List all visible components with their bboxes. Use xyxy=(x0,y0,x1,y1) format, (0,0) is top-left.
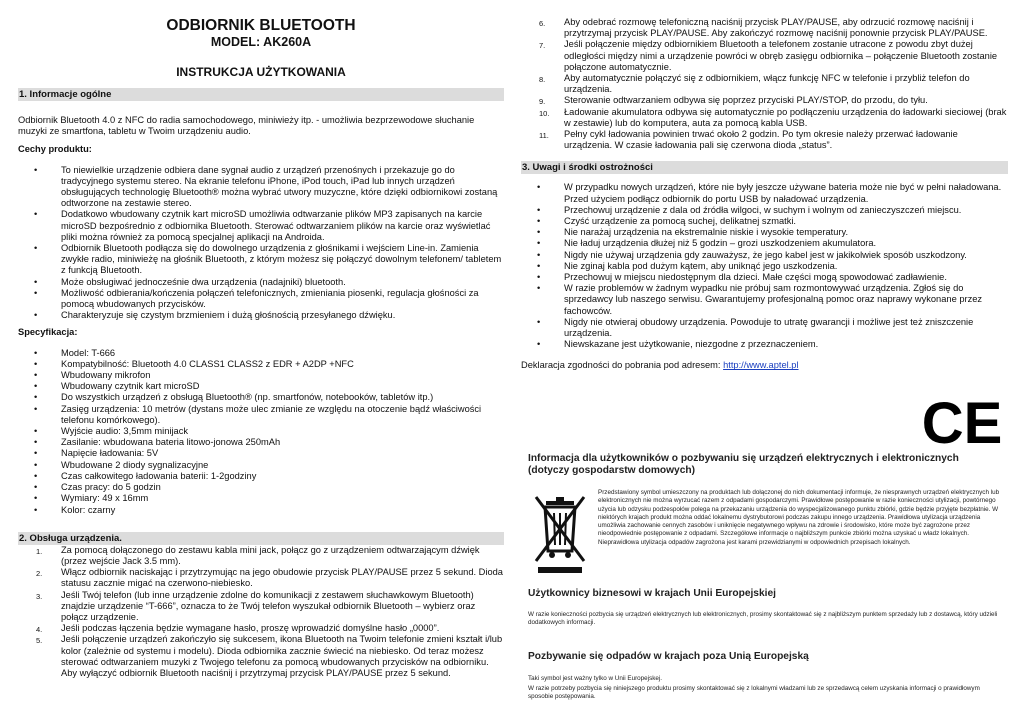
precaution-item: • Nie ładuj urządzenia dłużej niż 5 godzin – grozi uszkodzeniem akumulatora. xyxy=(521,238,1008,249)
spec-item: • Model: T-666 xyxy=(18,348,504,359)
feature-item: • Możliwość odbierania/kończenia połączeń telefonicznych, zmieniania piosenki, regulacja głośności za pomocą wbudowanych przycisków. xyxy=(18,288,504,310)
feature-item: • Dodatkowo wbudowany czytnik kart microSD umożliwia odtwarzanie plików MP3 zapisanych na karcie microSD bezpośrednio z odbiornika Bluetooth. Sterować odtwarzaniem plików na karcie oraz wyświetlać pliki można również za pomocą specjalnej aplikacji na Androida. xyxy=(18,209,504,243)
precaution-item: • Niewskazane jest użytkowanie, niezgodne z przeznaczeniem. xyxy=(521,339,1008,350)
precaution-item: • Przechowuj w miejscu niedostępnym dla dzieci. Małe części mogą spowodować zadławienie. xyxy=(521,272,1008,283)
spec-item: • Zasilanie: wbudowana bateria litowo-jonowa 250mAh xyxy=(18,437,504,448)
step-item: 6. Aby odebrać rozmowę telefoniczną naciśnij przycisk PLAY/PAUSE, aby odrzucić rozmowę naciśnij i przytrzymaj przycisk PLAY/PAUSE. Aby zakończyć rozmowę naciśnij ponownie przycisk PLAY/PAUSE. xyxy=(539,17,988,39)
step-item: 4. Jeśli podczas łączenia będzie wymagane hasło, proszę wprowadzić domyślne hasło „0000”. xyxy=(36,623,440,635)
spec-item: • Czas pracy: do 5 godzin xyxy=(18,482,504,493)
precaution-item: • Nigdy nie otwieraj obudowy urządzenia. Powoduje to utratę gwarancji i możliwe jest też zniszczenie urządzenia. xyxy=(521,317,1008,339)
precaution-item: • W przypadku nowych urządzeń, które nie były jeszcze używane bateria może nie być w pełni naładowana. Przed użyciem podłącz odbiornik do portu USB by naładować urządzenia. xyxy=(521,182,1008,204)
steps-list-part2 xyxy=(521,17,1008,151)
steps-list-part1 xyxy=(18,545,504,679)
spec-item: • Wbudowany czytnik kart microSD xyxy=(18,381,504,392)
left-column xyxy=(18,0,504,679)
features-title: Cechy produktu: xyxy=(18,144,92,155)
precaution-item: • Przechowuj urządzenie z dala od źródła wilgoci, w suchym i wolnym od zanieczyszczeń miejscu. xyxy=(521,205,1008,216)
section-2-header: 2. Obsługa urządzenia. xyxy=(18,532,504,545)
spec-item: • Napięcie ładowania: 5V xyxy=(18,448,504,459)
outside-eu-body-2: W razie potrzeby pozbycia się niniejszego produktu prosimy skontaktować się z lokalnymi władzami lub ze sprzedawcą celem uzyskania informacji o prawidłowym sposobie postępowania. xyxy=(528,685,980,701)
spec-title: Specyfikacja: xyxy=(18,327,78,338)
intro-paragraph: Odbiornik Bluetooth 4.0 z NFC do radia samochodowego, miniwieży itp. - umożliwia bezprzewodowe słuchanie muzyki ze smartfona, tabletu w Twoim urządzeniu audio. xyxy=(18,115,475,137)
step-item: 5. Jeśli połączenie urządzeń zakończyło się sukcesem, ikona Bluetooth na Twoim telefonie zmieni kształt i/lub kolor (zależnie od systemu i modelu). Dioda odbiornika zacznie świecić na niebiesko. Od teraz możesz sterować odtwarzaniem muzyki z Twojego telefonu za pomocą wbudowanych przycisków na odbiorniku. Aby wyłączyć odbiornik Bluetooth naciśnij i przytrzymaj przycisk PLAY/PAUSE przez 5 sekund. xyxy=(36,634,503,678)
declaration-line: Deklaracja zgodności do pobrania pod adresem: http://www.aptel.pl xyxy=(521,360,799,371)
step-item: 1. Za pomocą dołączonego do zestawu kabla mini jack, połącz go z urządzeniem odtwarzającym dźwięk (przez wejście Jack 3.5 mm). xyxy=(36,544,480,566)
section-3-header: 3. Uwagi i środki ostrożności xyxy=(521,161,1008,174)
spec-item: • Zasięg urządzenia: 10 metrów (dystans może ulec zmianie ze względu na otoczenie bądź właściwości telefonu komórkowego). xyxy=(18,404,504,426)
waste-disposal-info xyxy=(526,453,1009,724)
step-item: 2. Włącz odbiornik naciskając i przytrzymując na jego obudowie przycisk PLAY/PAUSE przez 5 sekund. Dioda statusu zacznie migać na czerwono-niebiesko. xyxy=(36,567,503,589)
precaution-item: • Nie zginaj kabla pod dużym kątem, aby uniknąć jego uszkodzenia. xyxy=(521,261,1008,272)
manual-subtitle: INSTRUKCJA UŻYTKOWANIA xyxy=(176,65,346,79)
precaution-item: • W razie problemów w żadnym wypadku nie próbuj sam rozmontowywać urządzenia. Zgłoś się do sprzedawcy lub naszego serwisu. Gwarantujemy profesjonalną pomoc oraz naprawy wykonane przez fachowców. xyxy=(521,283,1008,317)
step-item: 9. Sterowanie odtwarzaniem odbywa się poprzez przyciski PLAY/STOP, do przodu, do tyłu. xyxy=(539,95,928,107)
step-item: 11. Pełny cykl ładowania powinien trwać około 2 godzin. Po tym okresie należy przerwać ładowanie urządzenia. W czasie ładowania pali się czerwona dioda „status”. xyxy=(539,129,958,151)
ce-mark-icon xyxy=(919,395,1005,447)
spec-item: • Kolor: czarny xyxy=(18,505,504,516)
spec-item: • Wbudowane 2 diody sygnalizacyjne xyxy=(18,460,504,471)
waste-body: Przedstawiony symbol umieszczony na produktach lub dołączonej do nich dokumentacji informuje, że niesprawnych urządzeń elektrycznych lub elektronicznych nie można wyrzucać razem z odpadami gospodarczymi. Prawidłowe postępowanie w razie konieczności utylizacji, powtórnego użycia lub odzysku podzespołów polega na przekazaniu urządzenia do wyspecjalizowanego punktu zbiórki, gdzie będzie przyjęte bezpłatnie. W niektórych krajach produkt można oddać lokalnemu dystrybutorowi podczas zakupu innego urządzenia. Prawidłowa utylizacja urządzenia umożliwia zachowanie cennych zasobów i uniknięcie negatywnego wpływu na zdrowie i środowisko, które może być zagrożone przez nieodpowiednie postępowanie z odpadami. Szczegółowe informacje o najbliższym punkcie zbiórki można uzyskać u władz lokalnych. Nieprawidłowa utylizacja odpadów zagrożona jest karami przewidzianymi w odpowiednich przepisach lokalnych. xyxy=(598,489,1000,546)
precaution-item: • Nigdy nie używaj urządzenia gdy zauważysz, że jego kabel jest w jakikolwiek sposób uszkodzony. xyxy=(521,250,1008,261)
spec-item: • Do wszystkich urządzeń z obsługą Bluetooth® (np. smartfonów, notebooków, tabletów itp.) xyxy=(18,392,504,403)
feature-item: • Odbiornik Bluetooth podłącza się do dowolnego urządzenia z głośnikami i wejściem Line-in. Zamienia zwykłe radio, miniwieżę na głośnik Bluetooth, z którym możesz się połączyć dowolnym telefonem/ tabletem z funkcją Bluetooth. xyxy=(18,243,504,277)
spec-item: • Kompatybilność: Bluetooth 4.0 CLASS1 CLASS2 z EDR + A2DP +NFC xyxy=(18,359,504,370)
document-title: ODBIORNIK BLUETOOTH xyxy=(166,17,356,34)
step-item: 3. Jeśli Twój telefon (lub inne urządzenie zdolne do komunikacji z zestawem słuchawkowym Bluetooth) znajdzie urządzenie “T-666”, oznacza to że Twój telefon wyszukał odbiornik Bluetooth – wybierz oraz połącz urządzenie. xyxy=(36,589,476,622)
spec-item: • Czas całkowitego ładowania baterii: 1-2godziny xyxy=(18,471,504,482)
business-body: W razie konieczności pozbycia się urządzeń elektrycznych lub elektronicznych, prosimy skontaktować się z najbliższym punktem sprzedaży lub z dostawcą, który udzieli dodatkowych informacji. xyxy=(528,611,998,627)
outside-eu-body-1: Taki symbol jest ważny tylko w Unii Europejskej. xyxy=(528,675,663,682)
spec-item: • Wbudowany mikrofon xyxy=(18,370,504,381)
precautions-list xyxy=(521,182,1008,350)
outside-eu-title: Pozbywanie się odpadów w krajach poza Unią Europejską xyxy=(528,651,809,662)
spec-item: • Wymiary: 49 x 16mm xyxy=(18,493,504,504)
precaution-item: • Nie narażaj urządzenia na ekstremalnie niskie i wysokie temperatury. xyxy=(521,227,1008,238)
step-item: 10. Ładowanie akumulatora odbywa się automatycznie po podłączeniu urządzenia do ładowarki sieciowej (brak w zestawie) lub do komputera, auta za pomocą kabla USB. xyxy=(539,106,1007,128)
section-1-header: 1. Informacje ogólne xyxy=(18,88,504,101)
declaration-link[interactable]: http://www.aptel.pl xyxy=(723,360,799,371)
model-line: MODEL: AK260A xyxy=(210,35,312,49)
features-list xyxy=(18,165,504,322)
feature-item: • Może obsługiwać jednocześnie dwa urządzenia (nadajniki) bluetooth. xyxy=(18,277,504,288)
precaution-item: • Czyść urządzenie za pomocą suchej, delikatnej szmatki. xyxy=(521,216,1008,227)
step-item: 7. Jeśli połączenie między odbiornikiem Bluetooth a telefonem zostanie utracone z powodu zbyt dużej odległości między nimi a urządzenie powróci w obręb zasięgu odbiornika – połączenie Bluetooth zostanie połączone automatycznie. xyxy=(539,39,998,72)
right-column xyxy=(521,0,1008,701)
business-title: Użytkownicy biznesowi w krajach Unii Europejskiej xyxy=(528,588,776,599)
spec-item: • Wyjście audio: 3,5mm minijack xyxy=(18,426,504,437)
feature-item: • Charakteryzuje się czystym brzmieniem i dużą głośnością przesyłanego dźwięku. xyxy=(18,310,504,321)
spec-list xyxy=(18,348,504,516)
crossed-out-bin-icon xyxy=(532,493,588,575)
ce-mark-text: CE xyxy=(921,395,1003,447)
feature-item: • To niewielkie urządzenie odbiera dane sygnał audio z urządzeń przenośnych i przekazuje go do tradycyjnego systemu stereo. Na ekranie telefonu iPhone, iPod touch, iPad lub innych urządzeń obsługujących technologię Bluetooth® można wybrać utwory muzyczne, które dzięki odbiornikowi zostaną odtworzone na zestawie stereo. xyxy=(18,165,504,210)
waste-title: Informacja dla użytkowników o pozbywaniu się urządzeń elektrycznych i elektronicznych (dotyczy gospodarstw domowych) xyxy=(528,453,959,476)
step-item: 8. Aby automatycznie połączyć się z odbiornikiem, włącz funkcję NFC w telefonie i przybliż telefon do urządzenia. xyxy=(539,73,970,95)
